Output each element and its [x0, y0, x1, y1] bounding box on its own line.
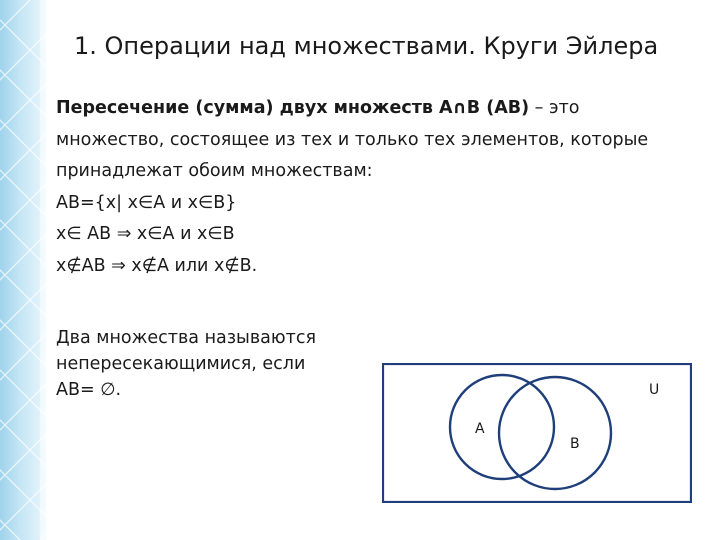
- definition-tail: – это: [529, 98, 580, 118]
- formula-set-builder: AB={x| x∈A и x∈B}: [56, 192, 237, 213]
- set-b-circle: [499, 377, 611, 489]
- disjoint-line-1: Два множества называются: [56, 328, 316, 348]
- universe-rectangle: [383, 364, 691, 502]
- universe-label: U: [649, 382, 660, 398]
- disjoint-definition: [56, 325, 386, 403]
- definition-term: Пересечение (сумма) двух множеств A∩B (AB): [56, 98, 530, 118]
- set-a-label: A: [475, 421, 485, 437]
- definition-line-3: принадлежат обоим множествам:: [56, 161, 373, 181]
- venn-diagram: [382, 363, 692, 503]
- formula-non-membership: x∉AB ⇒ x∉A или x∉B.: [56, 255, 258, 276]
- slide-title: 1. Операции над множествами. Круги Эйлера: [74, 32, 659, 60]
- definition-line-2: множество, состоящее из тех и только тех элементов, которые: [56, 129, 649, 150]
- set-a-circle: [450, 375, 554, 479]
- definition-line-1: [56, 93, 706, 125]
- disjoint-line-2: непересекающимися, если: [56, 354, 306, 374]
- definition-block: [56, 93, 706, 282]
- disjoint-line-3: AB= ∅.: [56, 380, 122, 400]
- set-b-label: B: [570, 436, 580, 452]
- sidebar-pattern: [0, 0, 46, 540]
- decorative-sidebar: [0, 0, 46, 540]
- formula-membership: x∈ AB ⇒ x∈A и x∈B: [56, 224, 235, 244]
